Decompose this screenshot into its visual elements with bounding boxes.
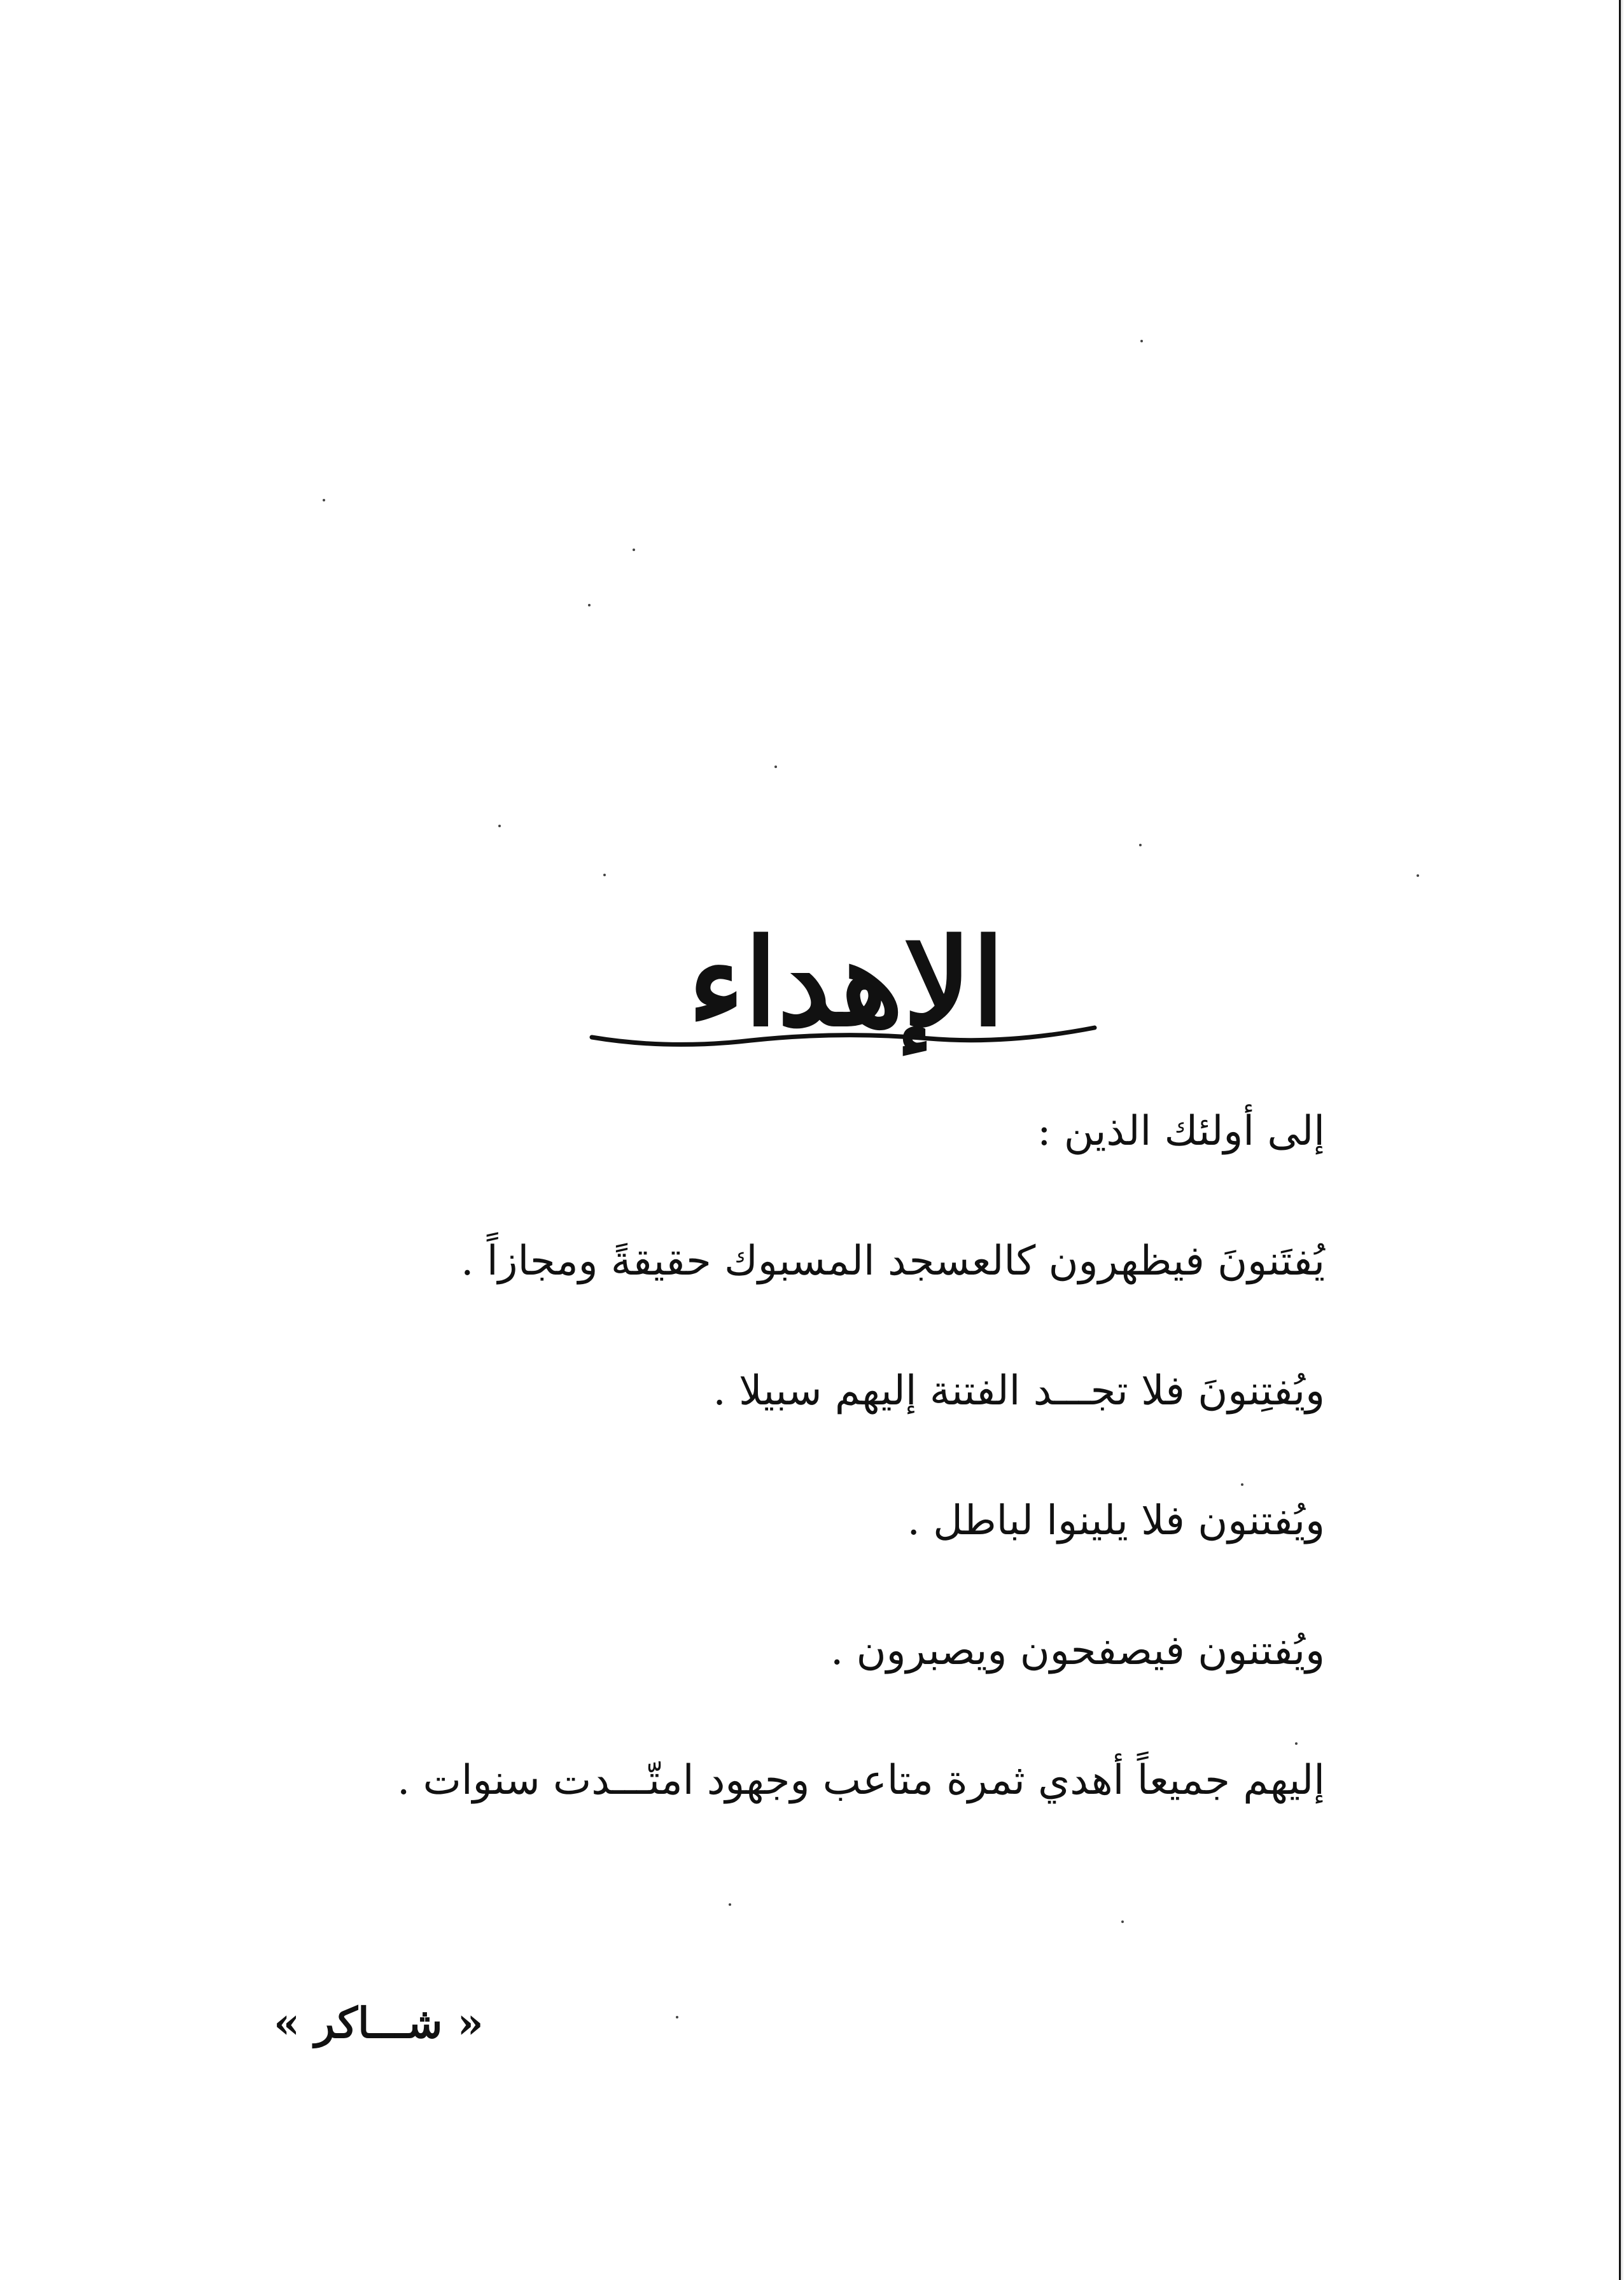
closing-line: إليهم جميعاً أهدي ثمرة متاعب وجهود امتّـــدت سنوات . xyxy=(396,1757,1325,1804)
intro-line: إلى أولئك الذين : xyxy=(1037,1108,1325,1155)
dedication-line-2: ويُفتِنونَ فلا تجـــد الفتنة إليهم سبيلا . xyxy=(713,1367,1325,1415)
scan-speck xyxy=(498,825,501,827)
scan-speck xyxy=(774,766,777,768)
scan-speck xyxy=(1417,874,1419,877)
dedication-body xyxy=(243,1107,1325,1805)
scan-speck xyxy=(676,2016,678,2018)
scan-speck xyxy=(1121,1920,1124,1923)
dedication-title-calligraphy xyxy=(573,913,1120,1082)
page-edge-border xyxy=(1616,0,1624,2280)
dedication-line-3: ويُفتنون فلا يلينوا لباطل . xyxy=(907,1497,1325,1544)
dedication-title xyxy=(573,913,1120,1082)
scan-speck xyxy=(1139,844,1142,846)
dedication-title-text: الإهداء xyxy=(688,913,1005,1053)
dedication-line-4: ويُفتنون فيصفحون ويصبرون . xyxy=(830,1627,1325,1674)
scan-speck xyxy=(729,1903,731,1906)
author-signature: « شـــاكر » xyxy=(274,1998,484,2048)
scan-speck xyxy=(633,549,635,551)
scan-speck xyxy=(1140,340,1143,342)
scan-speck xyxy=(323,499,325,501)
scan-speck xyxy=(588,604,591,606)
scan-speck xyxy=(603,874,606,876)
dedication-line-1: يُفتَنونَ فيظهرون كالعسجد المسبوك حقيقةً ومجازاً . xyxy=(461,1238,1325,1285)
